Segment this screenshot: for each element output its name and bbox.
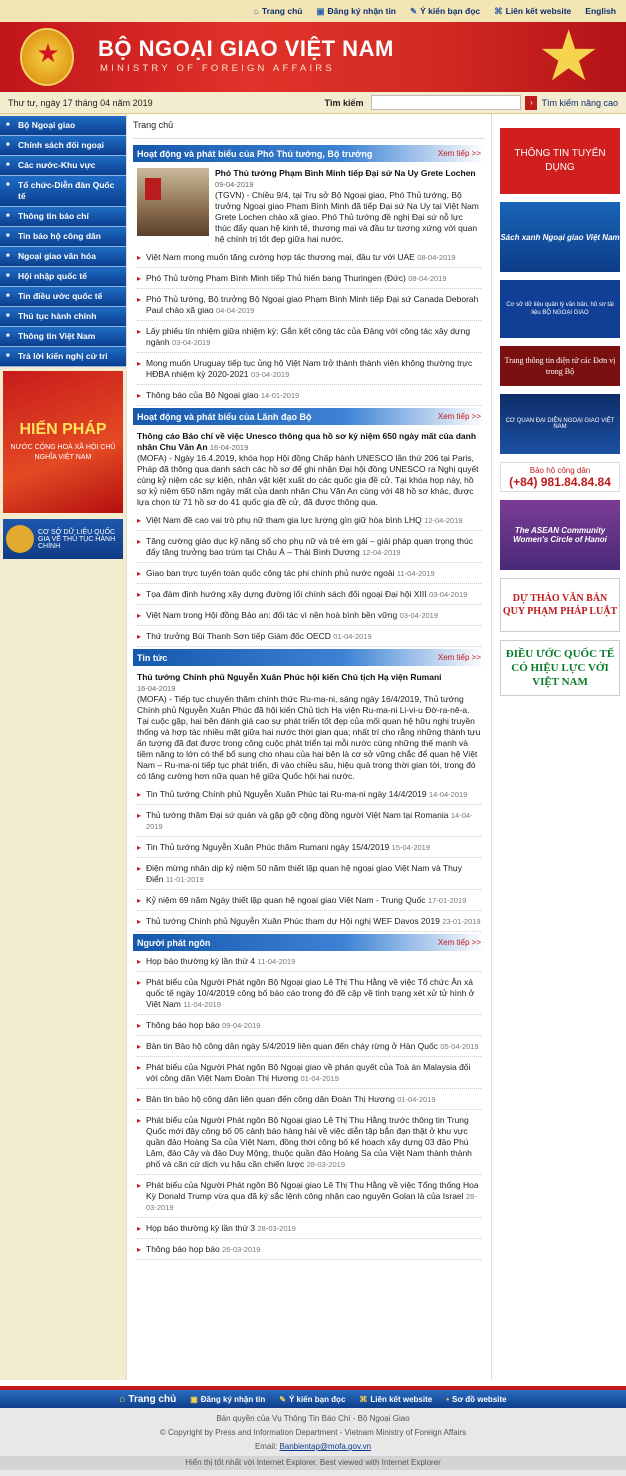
list-item[interactable]: ▸ Thông báo họp báo 09-04-2019 xyxy=(137,1015,481,1036)
date-search-bar xyxy=(0,92,626,114)
list-item[interactable]: ▸ Thủ tướng thăm Đại sứ quán và gặp gỡ cộng đồng người Việt Nam tại Romania 14-04-2019 xyxy=(137,805,481,837)
footer-nav xyxy=(0,1390,626,1408)
recruitment-banner[interactable]: THÔNG TIN TUYỂN DỤNG xyxy=(500,128,620,194)
left-nav-item[interactable]: ■ Thông tin Việt Nam xyxy=(0,327,126,347)
top-nav-subscribe[interactable]: ▣ Đăng ký nhận tin xyxy=(316,5,396,16)
top-nav-english[interactable]: English xyxy=(585,6,616,16)
article-list xyxy=(133,247,485,406)
article-list xyxy=(133,784,485,932)
list-item[interactable]: ▸ Việt Nam đề cao vai trò phụ nữ tham gia lực lượng gìn giữ hòa bình LHQ 12-04-2019 xyxy=(137,510,481,531)
browser-note: Hiển thị tốt nhất với Internet Explorer. Best viewed with Internet Explorer xyxy=(0,1456,626,1470)
left-nav-item[interactable]: ■ Hội nhập quốc tế xyxy=(0,267,126,287)
main-content xyxy=(126,114,492,1380)
top-nav-feedback[interactable]: ✎ Ý kiến bạn đọc xyxy=(410,5,481,16)
home-icon: ⌂ xyxy=(119,1393,126,1405)
top-nav-home[interactable]: ⌂ Trang chủ xyxy=(253,6,303,16)
list-item[interactable]: ▸ Tin Thủ tướng Nguyễn Xuân Phúc thăm Rumani ngày 15/4/2019 15-04-2019 xyxy=(137,837,481,858)
article-title[interactable]: Thông cáo Báo chí về việc Unesco thông qua hồ sơ kỷ niệm 650 ngày mất của danh nhân Chu Văn An xyxy=(137,431,477,452)
section-header: Hoạt động và phát biểu của Phó Thủ tướng, Bộ trưởng Xem tiếp >> xyxy=(133,145,485,162)
top-nav xyxy=(0,0,626,22)
link-icon: ⌘ xyxy=(359,1394,368,1404)
footer-subscribe[interactable]: ▣ Đăng ký nhận tin xyxy=(190,1394,266,1404)
left-nav-item[interactable]: ■ Các nước-Khu vực xyxy=(0,156,126,176)
emblem-icon xyxy=(6,525,34,553)
list-item[interactable]: ▸ Thông báo của Bộ Ngoại giao 14-01-2019 xyxy=(137,385,481,406)
left-nav-item[interactable]: ■ Bộ Ngoại giao xyxy=(0,116,126,136)
list-item[interactable]: ▸ Việt Nam mong muốn tăng cường hợp tác thương mại, đầu tư với UAE 08-04-2019 xyxy=(137,247,481,268)
featured-article: Thông cáo Báo chí về việc Unesco thông qua hồ sơ kỷ niệm 650 ngày mất của danh nhân Chu Văn An 16-04-2019 (MOFA) - Ngày 16.4.2019, khóa họp Hội đồng Chấp hành UNESCO lần thứ 206 tại Paris, Pháp đã thông qua danh sách các hồ sơ để ghi nhận Đại hội đồng UNESCO ra Nghị quyết cùng kỷ niệm các sự kiện, nhân vật kiệt xuất do các quốc gia đề cử. Tại khóa họp này, hồ sơ kỷ niệm 650 năm ngày mất của danh nhân Chu Văn An cùng với 48 hồ sơ khác, được lựa chọn từ 71 hồ sơ do 41 quốc gia đề cử, đã được thông qua. xyxy=(137,431,479,507)
list-item[interactable]: ▸ Phát biểu của Người Phát ngôn Bộ Ngoại giao Lê Thị Thu Hằng về việc Tổng thống Hoa Kỳ Donald Trump vừa qua đã ký sắc lệnh công nhận cao nguyên Golan là của Israel 28-03-2019 xyxy=(137,1175,481,1218)
list-item[interactable]: ▸ Bản tin Bảo hộ công dân ngày 5/4/2019 liên quan đến cháy rừng ở Hàn Quốc 05-04-2019 xyxy=(137,1036,481,1057)
treaties-banner[interactable]: ĐIỀU ƯỚC QUỐC TẾ CÓ HIỆU LỰC VỚI VIỆT NAM xyxy=(500,640,620,696)
left-nav-item[interactable]: ■ Chính sách đối ngoại xyxy=(0,136,126,156)
list-item[interactable]: ▸ Phát biểu của Người Phát ngôn Bộ Ngoại giao Lê Thị Thu Hằng về việc Tổ chức Ân xá quốc tế ngày 10/4/2019 công bố báo cáo trong đó đề cập về tình trạng xét xử tử hình ở Việt Nam 11-04-2019 xyxy=(137,972,481,1015)
article-summary: (MOFA) - Tiếp tục chuyến thăm chính thức Ru-ma-ni, sáng ngày 16/4/2019, Thủ tướng Chính phủ Nguyễn Xuân Phúc đã hội kiến Chủ tịch Hạ viện Ru-ma-ni Li-vi-u Đờ-ra-nê-a. Tại cuộc gặp, hai bên đánh giá cao sự phát triển tốt đẹp của mối quan hệ hữu nghị truyền thống và hợp tác nhiều mặt giữa hai nước thời gian qua; nhất trí cho rằng những thành tựu ấn tượng đã đạt được trong công cuộc phát triển tại mỗi nước cùng những thế mạnh và tiềm năng to lớn có thể bổ sung cho nhau của hai bên là cơ sở vững chắc để quan hệ Việt Nam – Ru-ma-ni tiếp tục phát triển, đi vào chiều sâu, hiệu quả trong thời gian tới, trong đó có tăng cường hơn nữa quan hệ giữa Quốc hội hai nước. xyxy=(137,694,481,781)
list-item[interactable]: ▸ Phát biểu của Người Phát ngôn Bộ Ngoại giao về phán quyết của Toà án Malaysia đối với công dân Việt Nam Đoàn Thị Hương 01-04-2019 xyxy=(137,1057,481,1089)
left-sidebar xyxy=(0,114,126,1380)
asean-womens-circle-banner[interactable]: The ASEAN Community Women's Circle of Hanoi xyxy=(500,500,620,570)
footer-links[interactable]: ⌘ Liên kết website xyxy=(359,1394,433,1404)
article-title[interactable]: Phó Thủ tướng Phạm Bình Minh tiếp Đại sứ Na Uy Grete Lochen xyxy=(215,168,476,178)
search-go-icon[interactable]: › xyxy=(525,96,537,110)
subscribe-icon: ▣ xyxy=(190,1394,198,1404)
search-label: Tìm kiếm xyxy=(324,97,364,108)
blue-book-banner[interactable]: Sách xanh Ngoại giao Việt Nam xyxy=(500,202,620,272)
left-nav xyxy=(0,116,126,367)
left-nav-item[interactable]: ■ Trả lời kiến nghị cử tri xyxy=(0,347,126,367)
constitution-banner[interactable]: HIẾN PHÁP NƯỚC CỘNG HOÀ XÃ HỘI CHỦ NGHĨA VIỆT NAM xyxy=(3,371,123,513)
draft-legal-docs-banner[interactable]: DỰ THẢO VĂN BẢN QUY PHẠM PHÁP LUẬT xyxy=(500,578,620,632)
home-icon: ⌂ xyxy=(253,6,259,16)
sitemap-icon: • xyxy=(446,1394,450,1404)
list-item[interactable]: ▸ Thứ trưởng Bùi Thanh Sơn tiếp Giám đốc OECD 01-04-2019 xyxy=(137,626,481,647)
article-summary: (TGVN) - Chiều 9/4, tại Trụ sở Bộ Ngoại giao, Phó Thủ tướng, Bộ trưởng Ngoại giao Phạm Bình Minh đã tiếp Đại sứ Na Uy tại Việt Nam Grete Lochen chào xã giao. Phó Thủ tướng đề nghị Đại sứ nỗ lực thúc đẩy quan hệ kinh tế, thương mại và đầu tư tương xứng với quan hệ chính trị tốt đẹp giữa hai nước. xyxy=(215,190,479,244)
feedback-icon: ✎ xyxy=(279,1394,286,1404)
copyright-vi: Bản quyền của Vụ Thông Tin Báo Chí - Bộ Ngoại Giao xyxy=(216,1414,410,1423)
subscribe-icon: ▣ xyxy=(316,5,325,16)
current-date: Thư tư, ngày 17 tháng 04 năm 2019 xyxy=(8,97,153,108)
document-db-banner[interactable]: Cơ sở dữ liệu quản lý văn bản, hồ sơ tài liệu BỘ NGOẠI GIAO xyxy=(500,280,620,338)
list-item[interactable]: ▸ Việt Nam trong Hội đồng Bảo an: đối tác vì nền hoà bình bền vững 03-04-2019 xyxy=(137,605,481,626)
list-item[interactable]: ▸ Tăng cường giáo dục kỹ năng số cho phụ nữ và trẻ em gái – giải pháp quan trọng thúc đẩy tăng trưởng bao trùm tại Châu Á – Thái Bình Dương 12-04-2019 xyxy=(137,531,481,563)
copyright-en: © Copyright by Press and Information Department - Vietnam Ministry of Foreign Affairs xyxy=(159,1428,467,1437)
admin-procedures-banner[interactable]: CƠ SỞ DỮ LIỆU QUỐC GIA VỀ THỦ TỤC HÀNH CHÍNH xyxy=(3,519,123,559)
featured-article: Thủ tướng Chính phủ Nguyễn Xuân Phúc hội kiến Chủ tịch Hạ viện Rumani 16-04-2019 (MOFA) - Tiếp tục chuyến thăm chính thức Ru-ma-ni, sáng ngày 16/4/2019, Thủ tướng Chính phủ Nguyễn Xuân Phúc đã hội kiến Chủ tịch Hạ viện Ru-ma-ni Li-vi-u Đờ-ra-nê-a. Tại cuộc gặp, hai bên đánh giá cao sự phát triển tốt đẹp của mối quan hệ hữu nghị truyền thống và hợp tác nhiều mặt giữa hai nước thời gian qua; nhất trí cho rằng những thành tựu ấn tượng đã đạt được trong công cuộc phát triển tại mỗi nước cùng những thế mạnh và tiềm năng to lớn có thể bổ sung cho nhau của hai bên là cơ sở vững chắc để quan hệ Việt Nam – Ru-ma-ni tiếp tục phát triển, đi vào chiều sâu, hiệu quả trong thời gian tới, trong đó có tăng cường hơn nữa quan hệ giữa Quốc hội hai nước. xyxy=(137,672,481,781)
section-header: Hoạt động và phát biểu của Lãnh đạo Bộ Xem tiếp >> xyxy=(133,408,485,425)
right-sidebar xyxy=(492,114,626,1380)
citizen-protection-hotline[interactable]: Bảo hộ công dân (+84) 981.84.84.84 xyxy=(500,462,620,492)
left-nav-item[interactable]: ■ Thông tin báo chí xyxy=(0,207,126,227)
left-nav-item[interactable]: ■ Ngoại giao văn hóa xyxy=(0,247,126,267)
more-link[interactable]: Xem tiếp >> xyxy=(437,653,481,662)
more-link[interactable]: Xem tiếp >> xyxy=(437,149,481,158)
more-link[interactable]: Xem tiếp >> xyxy=(437,412,481,421)
article-list xyxy=(133,951,485,1260)
list-item[interactable]: ▸ Lấy phiếu tín nhiệm giữa nhiệm kỳ: Gắn kết công tác của Đảng với công tác xây dựng ngành 03-04-2019 xyxy=(137,321,481,353)
feedback-icon: ✎ xyxy=(410,5,418,16)
article-photo[interactable] xyxy=(137,168,209,236)
featured-article: Phó Thủ tướng Phạm Bình Minh tiếp Đại sứ Na Uy Grete Lochen 09-04-2019 (TGVN) - Chiều 9/4, tại Trụ sở Bộ Ngoại giao, Phó Thủ tướng, Bộ trưởng Ngoại giao Phạm Bình Minh đã tiếp Đại sứ Na Uy tại Việt Nam Grete Lochen chào xã giao. Phó Thủ tướng đề nghị Đại sứ nỗ lực thúc đẩy quan hệ kinh tế, thương mại và đầu tư tương xứng với quan hệ chính trị tốt đẹp giữa hai nước. xyxy=(133,162,485,247)
breadcrumb[interactable]: Trang chủ xyxy=(133,118,485,139)
list-item[interactable]: ▸ Tin Thủ tướng Chính phủ Nguyễn Xuân Phúc tại Ru-ma-ni ngày 14/4/2019 14-04-2019 xyxy=(137,784,481,805)
email-link[interactable]: Banbientap@mofa.gov.vn xyxy=(279,1442,372,1451)
list-item[interactable]: ▸ Kỷ niệm 69 năm Ngày thiết lập quan hệ ngoại giao Việt Nam - Trung Quốc 17-01-2019 xyxy=(137,890,481,911)
contact-email: Email: Banbientap@mofa.gov.vn xyxy=(254,1442,372,1451)
list-item[interactable]: ▸ Tọa đàm định hướng xây dựng đường lối chính sách đối ngoại Đại hội XIII 03-04-2019 xyxy=(137,584,481,605)
list-item[interactable]: ▸ Họp báo thường kỳ lần thứ 4 11-04-2019 xyxy=(137,951,481,972)
list-item[interactable]: ▸ Bản tin bảo hộ công dân liên quan đến công dân Đoàn Thị Hương 01-04-2019 xyxy=(137,1089,481,1110)
footer-sitemap[interactable]: • Sơ đồ website xyxy=(446,1394,507,1404)
units-portal-banner[interactable]: Trang thông tin điện tử các Đơn vị trong Bộ xyxy=(500,346,620,386)
top-nav-links[interactable]: ⌘ Liên kết website xyxy=(494,5,572,16)
list-item[interactable]: ▸ Phó Thủ tướng Phạm Bình Minh tiếp Thủ hiến bang Thuringen (Đức) 08-04-2019 xyxy=(137,268,481,289)
site-subtitle: MINISTRY OF FOREIGN AFFAIRS xyxy=(100,63,335,74)
article-list xyxy=(133,510,485,647)
footer xyxy=(0,1386,626,1476)
list-item[interactable]: ▸ Thông báo họp báo 26-03-2019 xyxy=(137,1239,481,1260)
list-item[interactable]: ▸ Thủ tướng Chính phủ Nguyễn Xuân Phúc tham dự Hội nghị WEF Davos 2019 23-01-2019 xyxy=(137,911,481,932)
left-nav-item[interactable]: ■ Thủ tục hành chính xyxy=(0,307,126,327)
more-link[interactable]: Xem tiếp >> xyxy=(437,938,481,947)
left-nav-item[interactable]: ■ Tin điều ước quốc tế xyxy=(0,287,126,307)
list-item[interactable]: ▸ Mong muốn Uruguay tiếp tục ủng hộ Việt Nam trở thành thành viên không thường trực HĐBA nhiệm kỳ 2020-2021 03-04-2019 xyxy=(137,353,481,385)
list-item[interactable]: ▸ Phát biểu của Người Phát ngôn Bộ Ngoại giao Lê Thị Thu Hằng trước thông tin Trung Quốc mới đây công bố 05 cảnh báo hàng hải về việc diễn tập bắn đạn thật ở khu vực quần đảo Hoàng Sa của Việt Nam, đồng thời công bố kế hoạch xây dựng 03 đảo Phú Lâm, đảo Cây và đảo Duy Mộng, thuộc quần đảo Hoàng Sa của Việt Nam thành thành phố và căn cứ dịch vụ hậu cần chiến lược 28-03-2019 xyxy=(137,1110,481,1175)
article-summary: (MOFA) - Ngày 16.4.2019, khóa họp Hội đồng Chấp hành UNESCO lần thứ 206 tại Paris, Pháp đã thông qua danh sách các hồ sơ để ghi nhận Đại hội đồng UNESCO ra Nghị quyết cùng kỷ niệm các sự kiện, nhân vật kiệt xuất do các quốc gia đề cử. Tại khóa họp này, hồ sơ kỷ niệm 650 năm ngày mất của danh nhân Chu Văn An cùng với 48 hồ sơ khác, được lựa chọn từ 71 hồ sơ do 41 quốc gia đề cử, đã được thông qua. xyxy=(137,453,479,507)
section-header: Người phát ngôn Xem tiếp >> xyxy=(133,934,485,951)
search-input[interactable] xyxy=(371,95,521,110)
list-item[interactable]: ▸ Giao ban trực tuyến toàn quốc công tác phi chính phủ nước ngoài 11-04-2019 xyxy=(137,563,481,584)
star-icon: ★ xyxy=(537,22,600,92)
site-title[interactable]: BỘ NGOẠI GIAO VIỆT NAM xyxy=(98,36,394,61)
list-item[interactable]: ▸ Điện mừng nhân dịp kỷ niệm 50 năm thiết lập quan hệ ngoại giao Việt Nam và Thụy Điển 11-01-2019 xyxy=(137,858,481,890)
list-item[interactable]: ▸ Họp báo thường kỳ lần thứ 3 28-03-2019 xyxy=(137,1218,481,1239)
article-title[interactable]: Thủ tướng Chính phủ Nguyễn Xuân Phúc hội kiến Chủ tịch Hạ viện Rumani xyxy=(137,672,442,682)
footer-home[interactable]: ⌂ Trang chủ xyxy=(119,1393,177,1405)
list-item[interactable]: ▸ Phó Thủ tướng, Bộ trưởng Bộ Ngoại giao Phạm Bình Minh tiếp Đại sứ Canada Deborah Paul chào xã giao 04-04-2019 xyxy=(137,289,481,321)
advanced-search-link[interactable]: Tìm kiếm nâng cao xyxy=(541,97,618,108)
left-nav-item[interactable]: ■ Tổ chức-Diễn đàn Quốc tế xyxy=(0,176,126,207)
national-emblem-icon: ★ xyxy=(20,28,74,86)
footer-feedback[interactable]: ✎ Ý kiến bạn đọc xyxy=(279,1394,346,1404)
link-icon: ⌘ xyxy=(494,5,503,16)
missions-banner[interactable]: CƠ QUAN ĐẠI DIỆN NGOẠI GIAO VIỆT NAM xyxy=(500,394,620,454)
section-header: Tin tức Xem tiếp >> xyxy=(133,649,485,666)
left-nav-item[interactable]: ■ Tin bảo hộ công dân xyxy=(0,227,126,247)
header-banner xyxy=(0,22,626,92)
